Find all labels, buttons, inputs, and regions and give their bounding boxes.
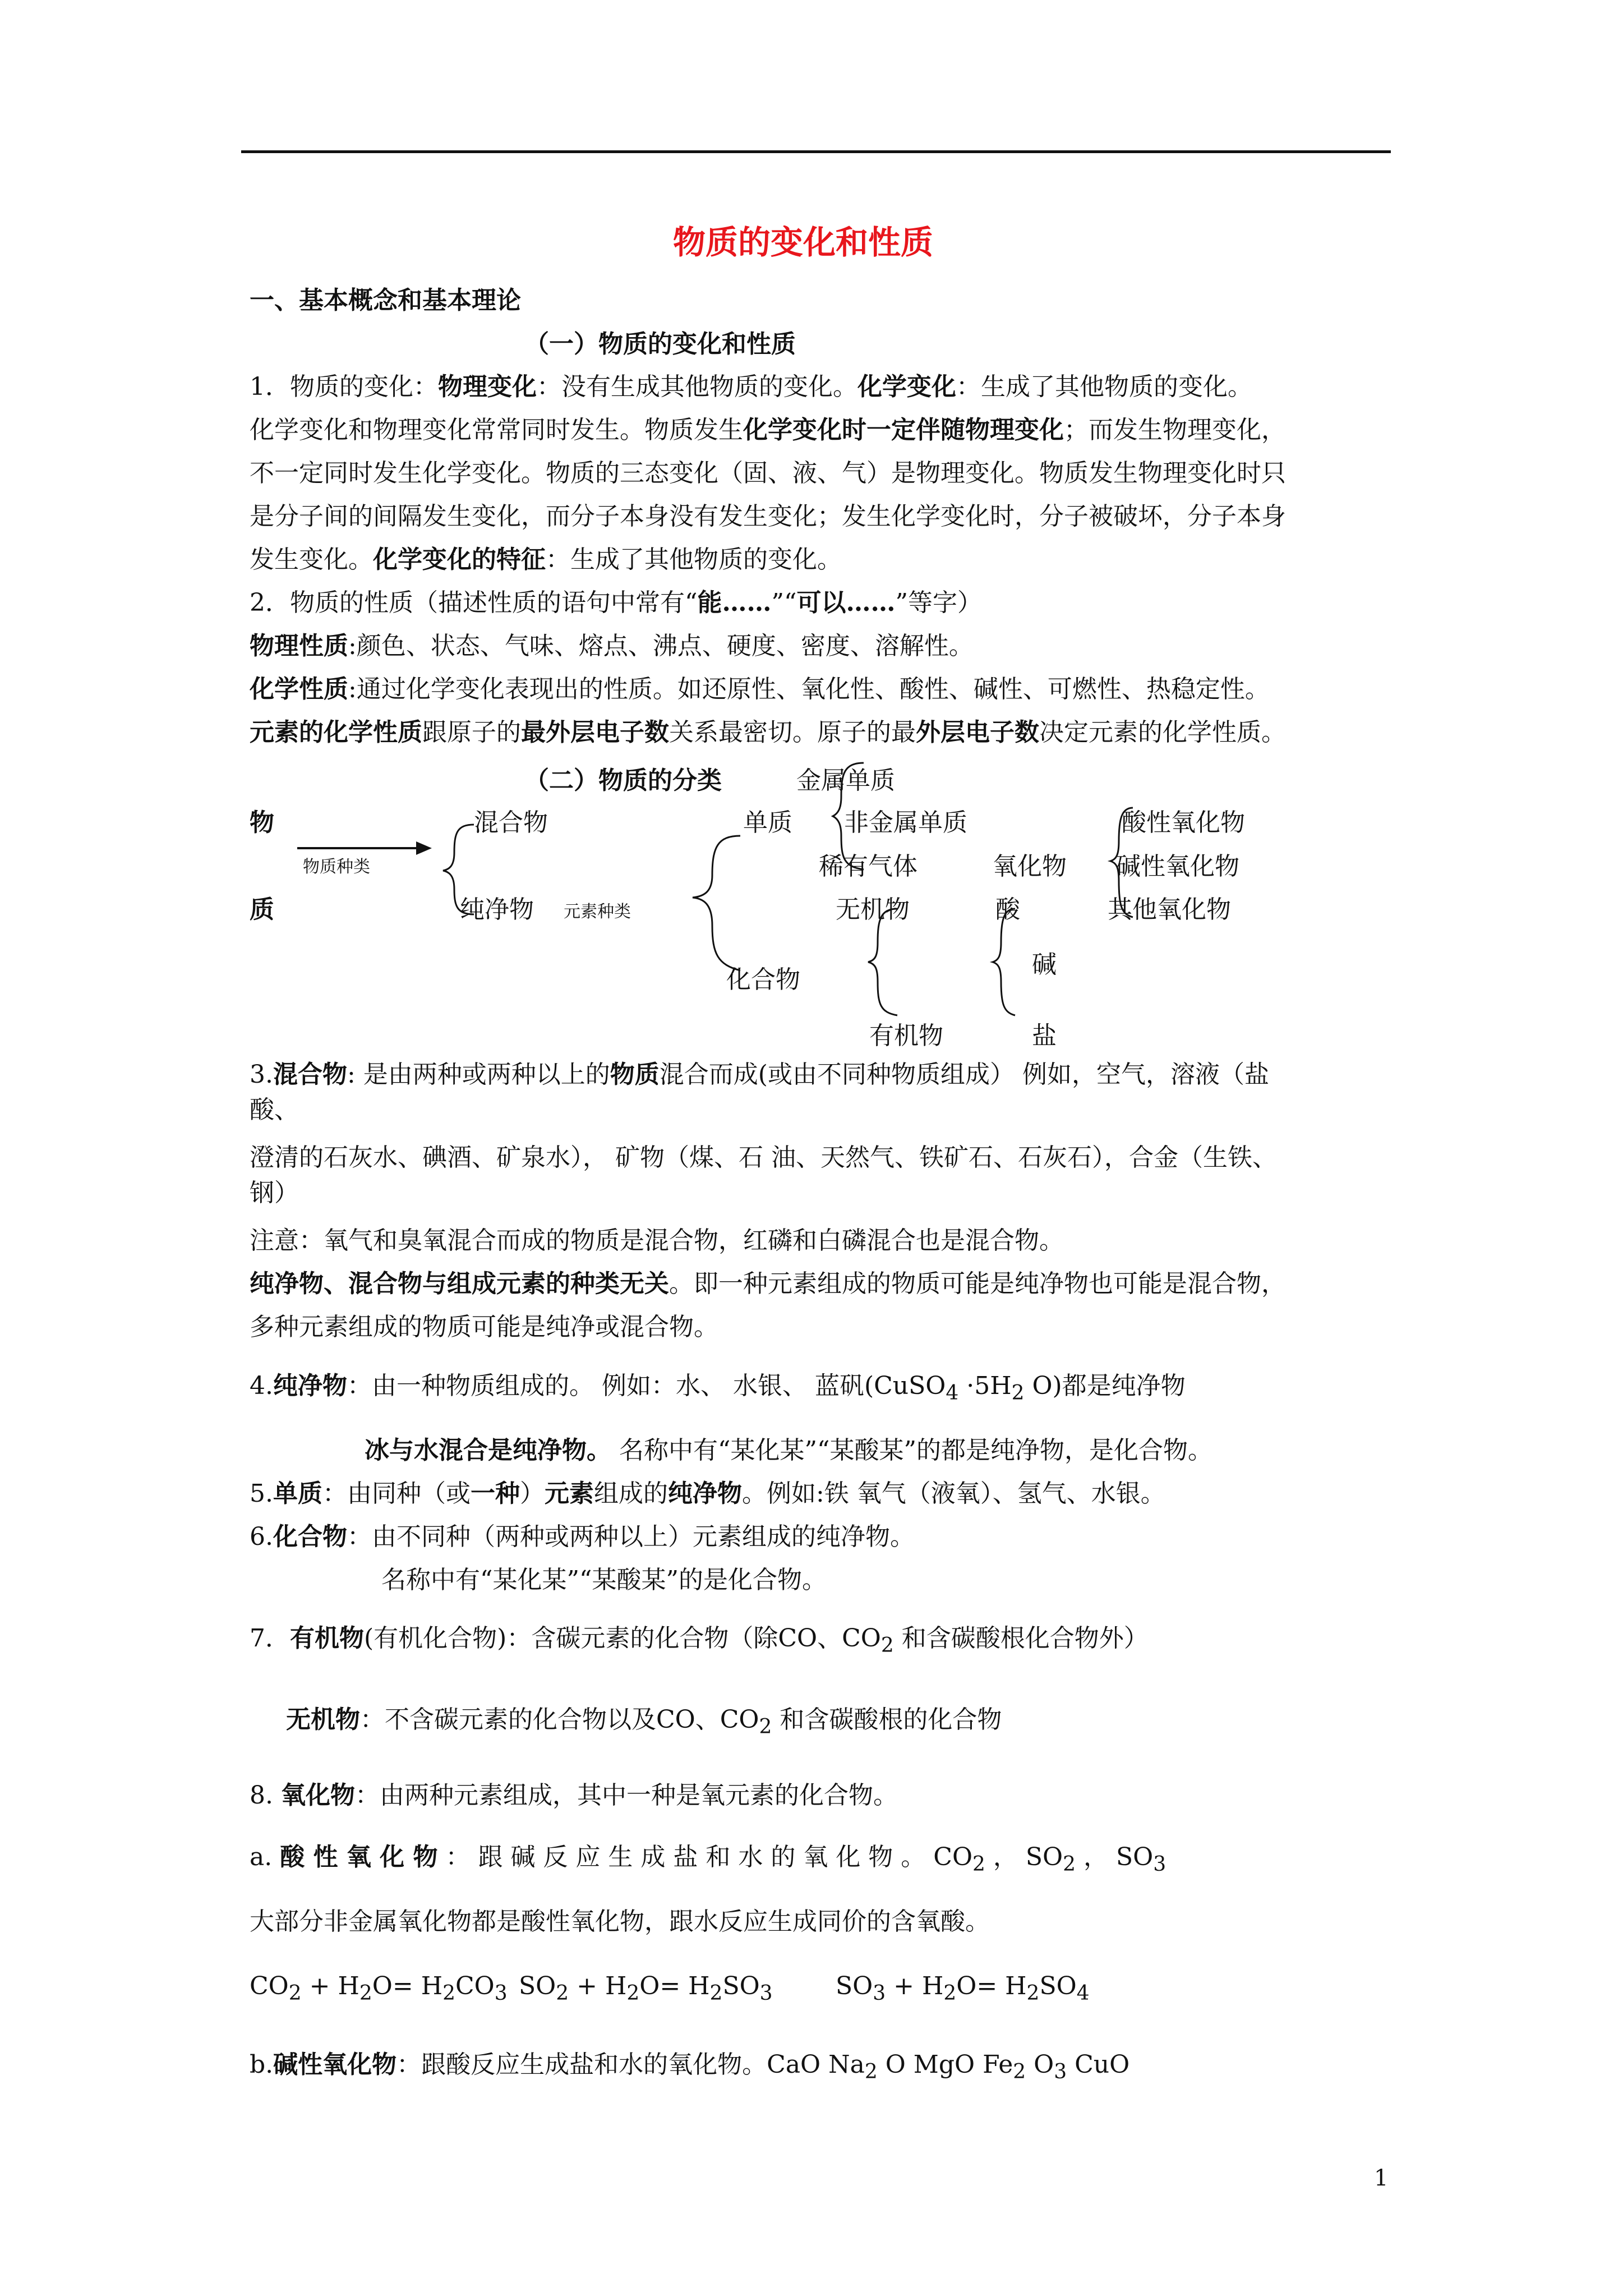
term: 有机物 <box>290 1624 364 1653</box>
subsection-heading-2: （二）物质的分类 <box>524 766 722 795</box>
term-physical-change: 物理变化 <box>438 372 537 401</box>
diagram-label: 碱 <box>1032 950 1057 979</box>
text: ：由两种元素组成，其中一种是氧元素的化合物。 <box>354 1781 898 1810</box>
paragraph-6-line-2: 名称中有“某化某”“某酸某”的是化合物。 <box>381 1566 827 1594</box>
subscript: 4 <box>946 1382 959 1405</box>
emphasis: 纯净物、混合物与组成元素的种类无关 <box>250 1269 669 1298</box>
text: 名称中有“某化某”“某酸某”的都是纯净物，是化合物。 <box>611 1436 1212 1465</box>
pure-mixture-line-2: 多种元素组成的物质可能是纯净或混合物。 <box>250 1313 718 1341</box>
text: 关系最密切。原子的最 <box>669 718 916 747</box>
text: 化学变化和物理变化常常同时发生。物质发生 <box>250 416 743 444</box>
acidic-oxide-line-2: 大部分非金属氧化物都是酸性氧化物，跟水反应生成同价的含氧酸。 <box>250 1907 990 1936</box>
paragraph-5 <box>250 1479 1165 1508</box>
text: ：由不同种（两种或两种以上）元素组成的纯净物。 <box>347 1522 915 1551</box>
emphasis: 可以…… <box>796 588 896 617</box>
diagram-label: 质 <box>250 895 274 924</box>
text: 组成的 <box>593 1479 668 1508</box>
diagram-label: 稀有气体 <box>819 852 917 881</box>
text: SO <box>1039 1972 1077 2000</box>
text: :颜色、状态、气味、熔点、沸点、硬度、密度、溶解性。 <box>348 632 974 660</box>
page-title: 物质的变化和性质 <box>673 223 934 261</box>
emphasis: 化学变化时一定伴随物理变化 <box>743 416 1064 444</box>
subscript: 2 <box>1026 1982 1040 2005</box>
subscript: 3 <box>494 1982 508 2005</box>
term: 化学性质 <box>250 675 348 703</box>
text: 5. <box>250 1479 273 1508</box>
term: 混合物 <box>273 1060 347 1089</box>
paragraph-8 <box>250 1781 898 1810</box>
text: 跟原子的 <box>422 718 521 747</box>
term: 单质 <box>273 1479 322 1508</box>
text: + H <box>301 1972 359 2000</box>
acidic-oxide-line <box>250 1843 1166 1879</box>
diagram-label: 化合物 <box>726 965 800 994</box>
brace <box>993 909 1015 1015</box>
term: 化合物 <box>273 1522 347 1551</box>
subscript: 3 <box>873 1982 886 2005</box>
diagram-label: 有机物 <box>869 1022 943 1050</box>
equation-1 <box>250 1972 508 2008</box>
text: b. <box>250 2050 274 2079</box>
text: 2．物质的性质（描述性质的语句中常有“ <box>250 588 698 617</box>
subsection-heading: （一）物质的变化和性质 <box>524 330 796 358</box>
text: 混合而成(或由不同种物质组成） 例如，空气，溶液（盐 <box>659 1060 1269 1089</box>
diagram-label: 氧化物 <box>993 852 1067 881</box>
brace <box>833 763 864 869</box>
text: 4. <box>250 1372 273 1400</box>
subscript: 2 <box>709 1982 723 2005</box>
emphasis: 能…… <box>697 588 772 617</box>
term: 酸 性 氧 化 物 <box>280 1843 438 1871</box>
paragraph-3-line-4: 钢） <box>250 1179 299 1207</box>
text: 8. <box>250 1781 281 1810</box>
diagram-lines <box>0 0 1623 1122</box>
diagram-label: 金属单质 <box>796 766 895 795</box>
subscript: 2 <box>1011 1382 1025 1405</box>
emphasis: 物质 <box>610 1060 660 1089</box>
text: 6. <box>250 1522 273 1551</box>
paragraph-6 <box>250 1522 915 1552</box>
term: 碱性氧化物 <box>273 2050 397 2079</box>
text: (有机化合物)：含碳元素的化合物（除CO、CO <box>364 1624 881 1653</box>
subscript: 2 <box>864 2060 878 2083</box>
text: 和含碳酸根的化合物 <box>772 1705 1002 1734</box>
page-number: 1 <box>1374 2165 1389 2191</box>
text: ： 跟 碱 反 应 生 成 盐 和 水 的 氧 化 物 。 CO <box>437 1843 973 1871</box>
paragraph-7 <box>250 1624 1149 1660</box>
term: 元素的化学性质 <box>250 718 422 747</box>
text: ”“ <box>771 588 797 617</box>
text: CuO <box>1067 2050 1130 2079</box>
text: a. <box>250 1843 280 1871</box>
text: ：不含碳元素的化合物以及CO、CO <box>360 1705 759 1734</box>
term: 氧化物 <box>280 1781 355 1810</box>
emphasis: 一种 <box>470 1479 520 1508</box>
text: ：由同种（或 <box>322 1479 471 1508</box>
subscript: 2 <box>442 1982 455 2005</box>
subscript: 2 <box>972 1853 985 1876</box>
subscript: 3 <box>1054 2060 1067 2083</box>
paragraph-1-line-4: 是分子间的间隔发生变化，而分子本身没有发生变化；发生化学变化时，分子被破坏，分子本身 <box>250 502 1286 531</box>
emphasis: 元素 <box>544 1479 594 1508</box>
subscript: 3 <box>1153 1853 1166 1876</box>
text: 。例如:铁 氧气（液氧）、氢气、水银。 <box>741 1479 1165 1508</box>
text: 7． <box>250 1624 290 1653</box>
diagram-label: 酸 <box>995 895 1020 924</box>
subscript: 2 <box>556 1982 569 2005</box>
paragraph-1-line-3: 不一定同时发生化学变化。物质的三态变化（固、液、气）是物理变化。物质发生物理变化时只 <box>250 459 1286 487</box>
diagram-label: 盐 <box>1032 1022 1057 1050</box>
text: ：跟酸反应生成盐和水的氧化物。CaO Na <box>396 2050 865 2079</box>
text: ”等字） <box>895 588 982 617</box>
brace <box>1110 808 1133 917</box>
text: O= H <box>639 1972 710 2000</box>
diagram-label: 无机物 <box>836 895 910 924</box>
paragraph-3-line-2: 酸、 <box>250 1096 299 1124</box>
text: ：生成了其他物质的变化。 <box>956 372 1252 401</box>
section-heading: 一、基本概念和基本理论 <box>250 286 521 315</box>
term: 物理性质 <box>250 632 348 660</box>
term-chemical-change: 化学变化 <box>857 372 956 401</box>
paragraph-7-line-2 <box>286 1705 1002 1742</box>
brace <box>693 836 740 970</box>
text: O= H <box>956 1972 1027 2000</box>
emphasis: 外层电子数 <box>916 718 1039 747</box>
paragraph-3-line-3: 澄清的石灰水、碘酒、矿泉水）， 矿物（煤、石 油、天然气、铁矿石、石灰石），合金（生铁、 <box>250 1143 1277 1172</box>
diagram-label: 酸性氧化物 <box>1122 808 1245 837</box>
text: O)都是纯净物 <box>1024 1372 1186 1400</box>
text: :通过化学变化表现出的性质。如还原性、氧化性、酸性、碱性、可燃性、热稳定性。 <box>348 675 1270 703</box>
text: 发生变化。 <box>250 545 373 574</box>
emphasis: 最外层电子数 <box>521 718 669 747</box>
text: ） <box>519 1479 545 1508</box>
diagram-label: 纯净物 <box>460 895 534 924</box>
basic-oxide-line <box>250 2050 1129 2087</box>
diagram-label: 混合物 <box>474 808 548 837</box>
diagram-label: 单质 <box>743 808 792 837</box>
diagram-label: 其他氧化物 <box>1108 895 1231 924</box>
note: 注意：氧气和臭氧混合而成的物质是混合物，红磷和白磷混合也是混合物。 <box>250 1226 1064 1255</box>
diagram-label: 非金属单质 <box>844 808 967 837</box>
emphasis: 化学变化的特征 <box>373 545 546 574</box>
subscript: 2 <box>880 1634 894 1657</box>
text: + H <box>569 1972 627 2000</box>
arrow-head <box>416 841 432 855</box>
pure-mixture-line-1 <box>250 1269 1286 1299</box>
text: : 是由两种或两种以上的 <box>347 1060 610 1089</box>
text: SO <box>722 1972 760 2000</box>
subscript: 2 <box>288 1982 302 2005</box>
subscript: 2 <box>759 1715 772 1738</box>
emphasis: 纯净物 <box>667 1479 742 1508</box>
emphasis: 冰与水混合是纯净物。 <box>365 1436 611 1465</box>
text: 和含碳酸根化合物外） <box>893 1624 1149 1653</box>
text: CO <box>455 1972 495 2000</box>
text: ：由一种物质组成的。 例如：水、 水银、 蓝矾(CuSO <box>347 1372 946 1400</box>
paragraph-3 <box>250 1060 1269 1089</box>
text: 。即一种元素组成的物质可能是纯净物也可能是混合物， <box>669 1269 1286 1298</box>
text: ；而发生物理变化， <box>1064 416 1286 444</box>
subscript: 3 <box>759 1982 773 2005</box>
subscript: 2 <box>359 1982 372 2005</box>
brace <box>443 825 474 914</box>
equation-3 <box>836 1972 1090 2008</box>
text: CO <box>250 1972 289 2000</box>
paragraph-4 <box>250 1372 1186 1408</box>
text: O MgO Fe <box>877 2050 1013 2079</box>
term: 纯净物 <box>273 1372 347 1400</box>
subscript: 4 <box>1076 1982 1090 2005</box>
subscript: 2 <box>626 1982 640 2005</box>
text: 3. <box>250 1060 273 1089</box>
text: ， SO <box>985 1843 1063 1871</box>
subscript: 2 <box>1063 1853 1076 1876</box>
diagram-label: 物 <box>250 808 274 837</box>
text: ：没有生成其他物质的变化。 <box>537 372 857 401</box>
brace <box>868 909 897 1015</box>
term: 无机物 <box>286 1705 360 1734</box>
subscript: 2 <box>1013 2060 1026 2083</box>
text: ：生成了其他物质的变化。 <box>546 545 842 574</box>
text: ·5H <box>958 1372 1012 1400</box>
equation-2 <box>519 1972 773 2008</box>
text: 决定元素的化学性质。 <box>1039 718 1286 747</box>
subscript: 2 <box>943 1982 957 2005</box>
diagram-label: 元素种类 <box>564 902 631 922</box>
text: SO <box>836 1972 873 2000</box>
text: SO <box>519 1972 556 2000</box>
paragraph-4-line-2 <box>365 1436 1212 1465</box>
text: 1．物质的变化： <box>250 372 438 401</box>
diagram-label: 物质种类 <box>303 857 370 877</box>
diagram-label: 碱性氧化物 <box>1116 852 1239 881</box>
text: O <box>1026 2050 1054 2079</box>
text: ， SO <box>1076 1843 1154 1871</box>
text: O= H <box>372 1972 443 2000</box>
text: + H <box>886 1972 944 2000</box>
